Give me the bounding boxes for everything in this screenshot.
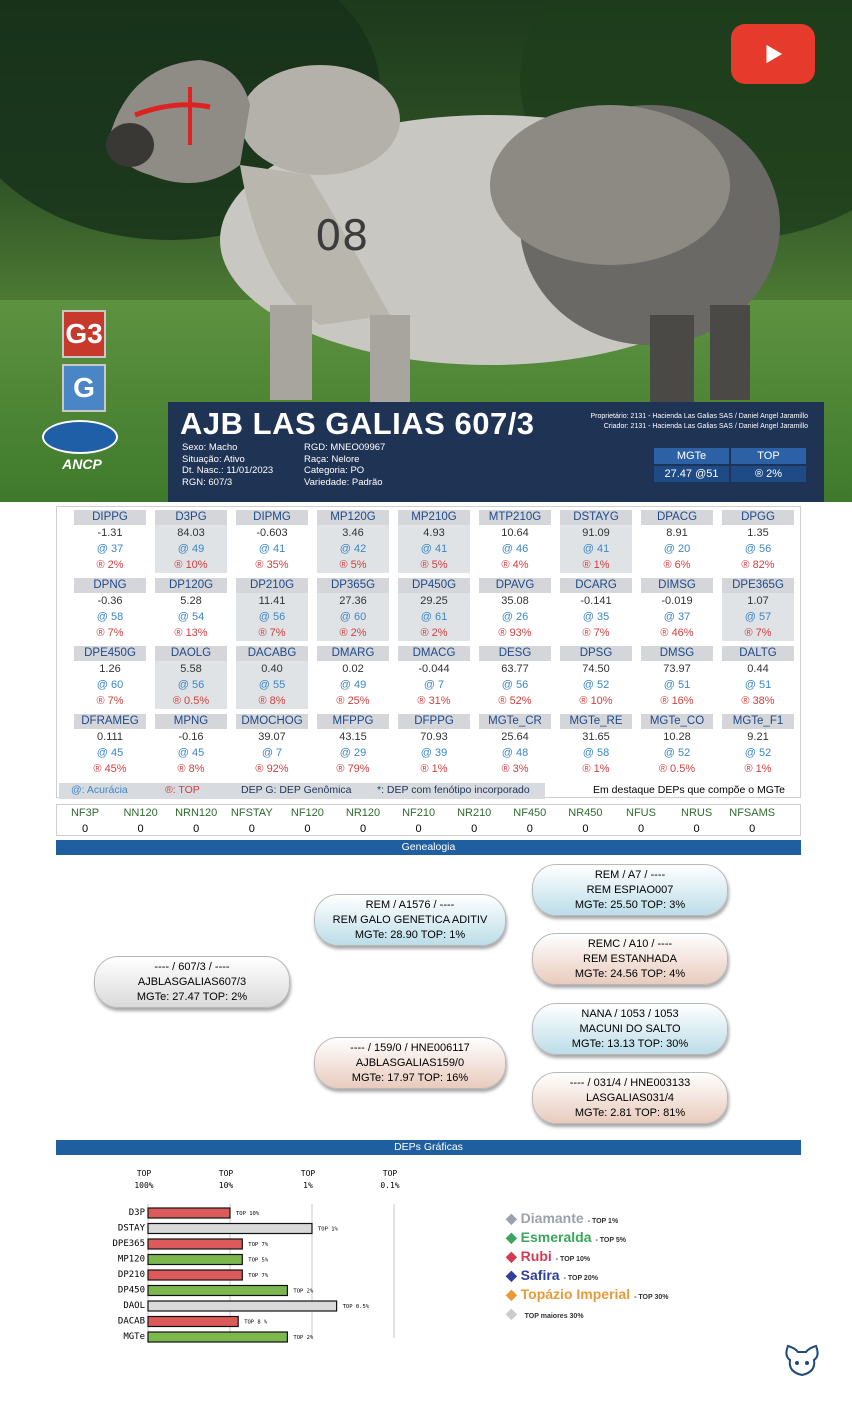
dep-cell	[560, 510, 632, 578]
dep-cell	[641, 714, 713, 782]
dep-value: 25.64	[501, 731, 529, 743]
nf-value: 0	[81, 823, 89, 835]
dep-value: 10.64	[501, 527, 529, 539]
dep-acc: @ 55	[236, 677, 308, 693]
dep-value: 5.28	[180, 595, 202, 607]
play-icon	[760, 41, 786, 67]
dep-value: 3.46	[317, 525, 389, 541]
axis-tick-label: TOP	[218, 1169, 234, 1178]
dep-value: -0.603	[256, 527, 288, 539]
dep-top: ® 45%	[93, 763, 127, 775]
dep-name: DALTG	[722, 646, 794, 661]
gem-icon: ◆	[506, 1248, 521, 1264]
dep-name: DPGG	[722, 510, 794, 525]
dep-cell	[722, 714, 794, 782]
bar	[148, 1270, 242, 1280]
dep-acc: @ 56	[744, 543, 772, 555]
dep-cell	[641, 510, 713, 578]
deps-bar-chart	[100, 1166, 410, 1346]
dep-name: MGTe_RE	[560, 714, 632, 729]
gem-name: Diamante	[520, 1210, 584, 1226]
dep-top: ® 79%	[336, 763, 370, 775]
dep-cell	[479, 578, 551, 646]
dep-name: DMSG	[641, 646, 713, 661]
dep-cell	[155, 510, 227, 578]
bar	[148, 1255, 242, 1265]
gem-legend-item	[506, 1305, 584, 1322]
dep-cell	[155, 646, 227, 714]
legend-note: Em destaque DEPs que compõe o MGTe	[593, 784, 786, 796]
nf-label: NF450	[513, 807, 547, 819]
bar	[148, 1332, 287, 1342]
dep-name: DP365G	[317, 578, 389, 593]
dep-value: 63.77	[501, 663, 529, 675]
pedigree-sire-dam[interactable]: REMC / A10 / ---- REM ESTANHADA MGTe: 24.56 TOP: 4%	[532, 933, 728, 985]
dep-name: D3PG	[155, 510, 227, 525]
dep-value: 0.111	[97, 731, 123, 743]
pedigree-dam-dam[interactable]: ---- / 031/4 / HNE003133 LASGALIAS031/4 MGTe: 2.81 TOP: 81%	[532, 1072, 728, 1124]
dep-name: DAOLG	[155, 646, 227, 661]
gem-legend-item	[506, 1267, 598, 1284]
dep-legend	[59, 783, 799, 799]
gem-note: TOP maiores 30%	[524, 1313, 584, 1320]
dep-cell	[398, 714, 470, 782]
dep-acc: @ 60	[317, 609, 389, 625]
gem-note: - TOP 5%	[595, 1237, 626, 1244]
deps-graph-header: DEPs Gráficas	[56, 1140, 801, 1155]
nf-value: 0	[304, 823, 311, 835]
dep-top: ® 31%	[417, 695, 451, 707]
dep-top: ® 2%	[398, 625, 470, 641]
gem-icon: ◆	[506, 1286, 521, 1302]
dep-acc: @ 41	[258, 543, 286, 555]
dep-cell	[317, 510, 389, 578]
category-label: MGTe	[123, 1332, 145, 1342]
gem-legend-item	[506, 1248, 590, 1265]
nf-value: 0	[415, 823, 422, 835]
dep-cell	[236, 646, 308, 714]
dep-acc: @ 56	[236, 609, 308, 625]
dep-top: ® 2%	[96, 559, 124, 571]
dep-cell	[641, 646, 713, 714]
dep-value: 4.93	[398, 525, 470, 541]
dep-name: DFPPG	[398, 714, 470, 729]
dep-top: ® 7%	[96, 695, 124, 707]
bar	[148, 1301, 337, 1311]
category-label: MP120	[117, 1254, 145, 1265]
dep-value: 8.91	[666, 527, 688, 539]
dep-cell	[560, 714, 632, 782]
dog-logo-icon	[782, 1342, 822, 1378]
nf-label: NRN120	[175, 807, 218, 819]
dep-top: ® 52%	[498, 695, 532, 707]
dep-value: 70.93	[420, 731, 448, 743]
nf-value: 0	[526, 823, 533, 835]
dep-value: 91.09	[560, 525, 632, 541]
category-label: DSTAY	[117, 1223, 145, 1234]
dep-acc: @ 56	[501, 679, 529, 691]
nf-value: 0	[693, 823, 700, 835]
category-label: DAOL	[123, 1301, 145, 1311]
bar-data-label: TOP 8 %	[244, 1319, 268, 1326]
dep-name: DIPPG	[74, 510, 146, 525]
dep-cell	[398, 646, 470, 714]
animal-name: AJB LAS GALIAS 607/3	[180, 406, 535, 441]
dep-value: -0.141	[580, 595, 612, 607]
dep-top: ® 3%	[501, 763, 529, 775]
dep-cell	[479, 510, 551, 578]
gem-note: - TOP 10%	[555, 1256, 591, 1263]
dep-name: DPACG	[641, 510, 713, 525]
gem-legend-item	[506, 1229, 626, 1246]
dep-acc: @ 52	[744, 747, 772, 759]
bar	[148, 1317, 238, 1327]
pedigree-sire[interactable]: REM / A1576 / ---- REM GALO GENETICA ADITIV MGTe: 28.90 TOP: 1%	[314, 894, 506, 946]
dep-acc: @ 48	[501, 747, 529, 759]
nf-label: NR450	[568, 807, 603, 819]
dep-top: ® 8%	[177, 763, 205, 775]
dep-top: ® 6%	[663, 559, 691, 571]
nf-row	[56, 804, 801, 836]
dep-value: 9.21	[747, 731, 769, 743]
animal-info-col1: Sexo: Macho Situação: Ativo Dt. Nasc.: 11/01/2023 RGN: 607/3	[182, 442, 274, 488]
dep-acc: @ 58	[96, 611, 124, 623]
dep-name: DPE450G	[74, 646, 146, 661]
dep-top: ® 7%	[96, 627, 124, 639]
dep-cell	[722, 578, 794, 646]
gem-icon: ◆	[506, 1229, 521, 1245]
dep-name: MPNG	[155, 714, 227, 729]
dep-table	[56, 506, 801, 798]
mgte-label: MGTe	[654, 448, 729, 464]
dep-cell	[317, 714, 389, 782]
dep-top: ® 46%	[660, 627, 694, 639]
nf-value: 0	[248, 823, 255, 835]
dep-value: 74.50	[582, 663, 610, 675]
svg-text:08: 08	[315, 211, 369, 260]
dep-cell	[317, 578, 389, 646]
nf-label: NFSAMS	[729, 807, 776, 819]
dep-top: ® 16%	[660, 695, 694, 707]
dep-top: ® 1%	[744, 763, 772, 775]
dep-top: ® 10%	[579, 695, 613, 707]
top-value: ® 2%	[731, 466, 806, 482]
dep-value: 1.26	[99, 663, 121, 675]
gem-name: Topázio Imperial	[520, 1286, 631, 1302]
global-g-badge: G	[62, 364, 106, 412]
legend-depg: DEP G: DEP Genômica	[241, 784, 352, 796]
gem-legend-item	[506, 1210, 618, 1227]
genealogy-header: Genealogia	[56, 840, 801, 855]
dep-top: ® 82%	[741, 559, 775, 571]
nf-label: NF210	[402, 807, 436, 819]
dep-value: -0.16	[178, 731, 204, 743]
dep-name: MGTe_CO	[641, 714, 713, 729]
dep-value: -0.36	[97, 595, 123, 607]
bar-data-label: TOP 0.5%	[342, 1304, 370, 1310]
dep-cell	[722, 646, 794, 714]
dep-value: 29.25	[398, 593, 470, 609]
dep-top: ® 38%	[741, 695, 775, 707]
dep-cell	[479, 714, 551, 782]
dep-name: MP120G	[317, 510, 389, 525]
mgte-value: 27.47 @51	[654, 466, 729, 482]
dep-top: ® 10%	[155, 557, 227, 573]
dep-cell	[398, 578, 470, 646]
gem-icon: ◆	[506, 1305, 521, 1321]
bar-data-label: TOP 1%	[318, 1226, 338, 1233]
gem-note: - TOP 1%	[587, 1218, 619, 1225]
dep-name: MGTe_CR	[479, 714, 551, 729]
gem-name: Esmeralda	[520, 1229, 592, 1245]
nf-label: NFSTAY	[230, 807, 273, 819]
dep-acc: @ 41	[560, 541, 632, 557]
pedigree-sire-sire[interactable]: REM / A7 / ---- REM ESPIAO007 MGTe: 25.50 TOP: 3%	[532, 864, 728, 916]
dep-top: ® 92%	[255, 763, 289, 775]
nf-label: NF3P	[70, 807, 100, 819]
category-label: DP450	[117, 1285, 145, 1296]
dep-name: MFPPG	[317, 714, 389, 729]
bar-data-label: TOP 2%	[293, 1288, 314, 1295]
dep-value: 11.41	[236, 593, 308, 609]
dep-value: -0.019	[661, 595, 693, 607]
gem-name: Safira	[520, 1267, 560, 1283]
bar	[148, 1239, 242, 1249]
gem-icon: ◆	[506, 1267, 521, 1283]
dep-acc: @ 45	[177, 747, 205, 759]
nf-value: 0	[637, 823, 645, 835]
dep-acc: @ 52	[582, 679, 610, 691]
bar-data-label: TOP 7%	[248, 1242, 269, 1248]
dep-acc: @ 29	[339, 747, 367, 759]
dep-top: ® 2%	[317, 625, 389, 641]
dep-top: ® 7%	[722, 625, 794, 641]
dep-acc: @ 37	[96, 543, 124, 555]
dep-cell	[74, 510, 146, 578]
bar-data-label: TOP 7%	[248, 1273, 269, 1279]
dep-cell	[317, 646, 389, 714]
nf-label: NR210	[457, 807, 492, 819]
axis-tick-label: TOP	[136, 1169, 152, 1178]
dep-top: ® 8%	[236, 693, 308, 709]
dep-value: 35.08	[501, 595, 529, 607]
dep-cell	[74, 578, 146, 646]
pedigree-animal[interactable]: ---- / 607/3 / ---- AJBLASGALIAS607/3 MGTe: 27.47 TOP: 2%	[94, 956, 290, 1008]
axis-tick-label: 1%	[303, 1181, 313, 1190]
dep-value: 31.65	[582, 731, 610, 743]
dep-cell	[560, 646, 632, 714]
dep-top: ® 4%	[501, 559, 529, 571]
dep-top: ® 5%	[317, 557, 389, 573]
axis-tick-label: 0.1%	[380, 1181, 400, 1190]
dep-top: ® 35%	[255, 559, 289, 571]
youtube-play-button[interactable]	[731, 24, 815, 84]
dep-value: 0.44	[747, 663, 769, 675]
nf-value: 0	[471, 823, 478, 835]
dep-acc: @ 41	[398, 541, 470, 557]
legend-top: ®: TOP	[165, 784, 200, 796]
dep-acc: @ 51	[744, 679, 772, 691]
nf-value: 0	[359, 823, 367, 835]
dep-value: 27.36	[317, 593, 389, 609]
dep-name: MP210G	[398, 510, 470, 525]
legend-accuracy: @: Acurácia	[71, 784, 128, 796]
dep-value: 10.28	[663, 731, 691, 743]
dep-value: 43.15	[339, 731, 367, 743]
dep-cell	[236, 714, 308, 782]
axis-tick-label: TOP	[300, 1169, 316, 1178]
dep-name: DPSG	[560, 646, 632, 661]
dep-cell	[155, 714, 227, 782]
dep-name: DESG	[479, 646, 551, 661]
nf-value: 0	[137, 823, 144, 835]
dep-name: DP210G	[236, 578, 308, 593]
dep-acc: @ 49	[339, 679, 367, 691]
category-label: DPE365	[112, 1239, 145, 1249]
dep-acc: @ 49	[155, 541, 227, 557]
dep-cell	[155, 578, 227, 646]
dep-top: ® 25%	[336, 695, 370, 707]
dep-acc: @ 39	[420, 747, 448, 759]
dep-name: DMOCHOG	[236, 714, 308, 729]
nf-label: NRUS	[681, 807, 713, 819]
dep-value: -1.31	[97, 527, 123, 539]
axis-tick-label: TOP	[382, 1169, 398, 1178]
dep-name: DIPMG	[236, 510, 308, 525]
dep-cell	[236, 578, 308, 646]
dep-top: ® 93%	[498, 627, 532, 639]
dep-value: 1.07	[722, 593, 794, 609]
gem-name: Rubi	[520, 1248, 552, 1264]
bar-data-label: TOP 5%	[248, 1257, 269, 1264]
dep-cell	[641, 578, 713, 646]
animal-header-panel	[168, 402, 824, 502]
dep-name: DSTAYG	[560, 510, 632, 525]
nf-label: NF120	[290, 807, 324, 819]
nf-value: 0	[582, 823, 589, 835]
dep-cell	[479, 646, 551, 714]
nf-label: NFUS	[626, 807, 656, 819]
dep-name: DP450G	[398, 578, 470, 593]
dep-acc: @ 35	[582, 611, 610, 623]
gem-legend-item	[506, 1286, 668, 1303]
dep-top: ® 7%	[236, 625, 308, 641]
dep-top: ® 0.5%	[155, 693, 227, 709]
dep-cell	[722, 510, 794, 578]
dep-value: 84.03	[155, 525, 227, 541]
animal-info-col2: RGD: MNEO09967 Raça: Nelore Categoria: PO Variedade: Padrão	[304, 442, 386, 488]
dep-name: DPAVG	[479, 578, 551, 593]
axis-tick-label: 100%	[134, 1181, 154, 1190]
category-label: D3P	[128, 1208, 145, 1218]
category-label: DACAB	[117, 1316, 145, 1327]
dep-name: DPE365G	[722, 578, 794, 593]
nf-label: NN120	[123, 807, 158, 819]
pedigree-dam-sire[interactable]: NANA / 1053 / 1053 MACUNI DO SALTO MGTe: 13.13 TOP: 30%	[532, 1003, 728, 1055]
dep-name: DP120G	[155, 578, 227, 593]
bar-data-label: TOP 2%	[293, 1335, 314, 1341]
nf-value: 0	[193, 823, 200, 835]
dep-name: DMACG	[398, 646, 470, 661]
dep-top: ® 7%	[582, 627, 610, 639]
bull-photo	[90, 25, 790, 415]
bar-data-label: TOP 10%	[236, 1211, 260, 1217]
gem-note: - TOP 30%	[634, 1294, 669, 1301]
owner-info: Proprietário: 2131 - Hacienda Las Galias SAS / Daniel Angel Jaramillo Criador: 2131 - Hacienda Las Galias SAS / Daniel Angel Jaramillo	[590, 413, 808, 430]
dep-cell	[398, 510, 470, 578]
dep-value: 39.07	[258, 731, 286, 743]
top-label: TOP	[731, 448, 806, 464]
bar	[148, 1224, 312, 1234]
dep-cell	[560, 578, 632, 646]
dep-name: MTP210G	[479, 510, 551, 525]
dep-cell	[74, 646, 146, 714]
bar	[148, 1208, 230, 1218]
axis-tick-label: 10%	[218, 1181, 234, 1190]
bar	[148, 1286, 287, 1296]
dep-acc: @ 46	[501, 543, 529, 555]
dep-acc: @ 37	[663, 611, 691, 623]
dep-name: DIMSG	[641, 578, 713, 593]
dep-value: 73.97	[663, 663, 691, 675]
dep-top: ® 1%	[582, 763, 610, 775]
dep-acc: @ 61	[398, 609, 470, 625]
dep-acc: @ 20	[663, 543, 691, 555]
dep-cell	[74, 714, 146, 782]
dep-top: ® 13%	[174, 627, 208, 639]
dep-cell	[236, 510, 308, 578]
dep-acc: @ 45	[96, 747, 124, 759]
dep-acc: @ 56	[155, 677, 227, 693]
dep-top: ® 5%	[398, 557, 470, 573]
dep-name: DACABG	[236, 646, 308, 661]
nf-label: NR120	[345, 807, 381, 819]
dep-acc: @ 51	[663, 679, 691, 691]
dep-acc: @ 7	[423, 679, 445, 691]
legend-star: *: DEP com fenótipo incorporado	[377, 784, 530, 796]
pedigree-dam[interactable]: ---- / 159/0 / HNE006117 AJBLASGALIAS159/0 MGTe: 17.97 TOP: 16%	[314, 1037, 506, 1089]
dep-top: ® 1%	[560, 557, 632, 573]
ancp-logo: ANCP	[42, 420, 122, 474]
dep-acc: @ 60	[96, 679, 124, 691]
dep-acc: @ 52	[663, 747, 691, 759]
dep-top: ® 1%	[420, 763, 448, 775]
gem-icon: ◆	[506, 1210, 521, 1226]
dep-acc: @ 54	[177, 611, 205, 623]
global-g3-badge: G3	[62, 310, 106, 358]
dep-value: -0.044	[418, 663, 450, 675]
nf-value: 0	[749, 823, 756, 835]
dep-value: 5.58	[155, 661, 227, 677]
dep-value: 0.40	[236, 661, 308, 677]
dep-top: ® 0.5%	[658, 763, 696, 775]
dep-name: DPNG	[74, 578, 146, 593]
category-label: DP210	[117, 1270, 145, 1280]
dep-acc: @ 57	[722, 609, 794, 625]
dep-name: DFRAMEG	[74, 714, 146, 729]
dep-name: DCARG	[560, 578, 632, 593]
dep-value: 1.35	[747, 527, 769, 539]
dep-name: MGTe_F1	[722, 714, 794, 729]
dep-acc: @ 42	[317, 541, 389, 557]
dep-name: DMARG	[317, 646, 389, 661]
dep-value: 0.02	[342, 663, 364, 675]
dep-acc: @ 58	[582, 747, 610, 759]
dep-acc: @ 26	[501, 611, 529, 623]
dep-acc: @ 7	[261, 747, 283, 759]
gem-note: - TOP 20%	[563, 1275, 598, 1282]
